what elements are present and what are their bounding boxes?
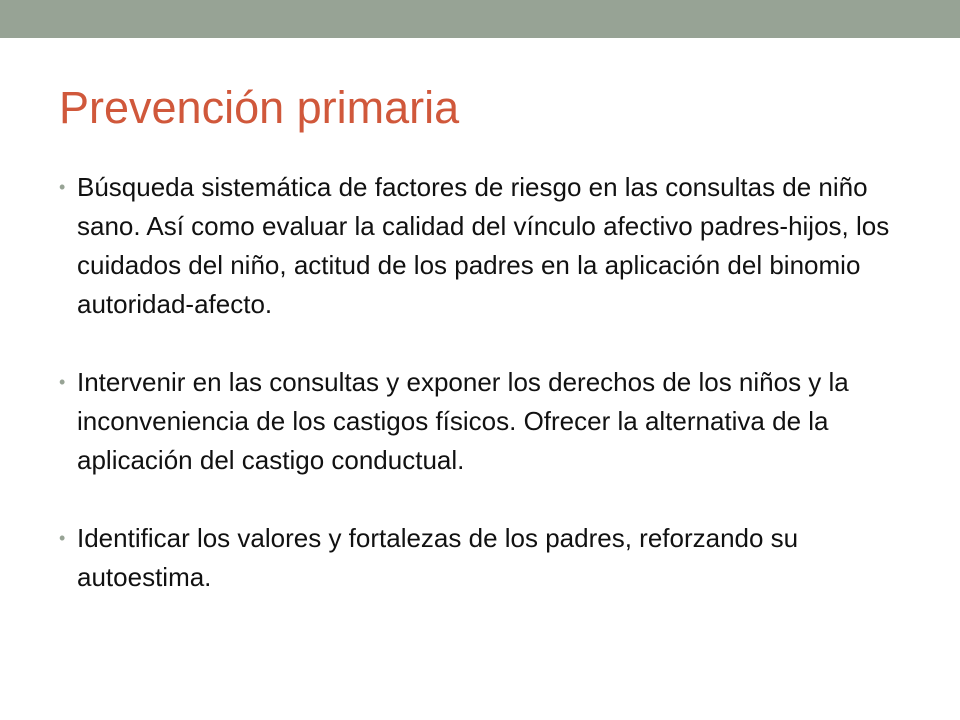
bullet-item [59, 519, 909, 597]
bullet-dot-icon: • [59, 177, 66, 197]
bullet-text: Intervenir en las consultas y exponer los derechos de los niños y la inconveniencia de los castigos físicos. Ofrecer la alternativa de la aplicación del castigo conductual. [77, 367, 849, 475]
bullet-list [59, 168, 909, 597]
bullet-dot-icon: • [59, 372, 66, 392]
slide-title: Prevención primaria [59, 82, 460, 133]
bullet-text: Identificar los valores y fortalezas de los padres, reforzando su autoestima. [77, 523, 799, 592]
top-accent-bar [0, 0, 960, 38]
bullet-item [59, 363, 909, 480]
bullet-dot-icon: • [59, 528, 66, 548]
bullet-text: Búsqueda sistemática de factores de riesgo en las consultas de niño sano. Así como evaluar la calidad del vínculo afectivo padres-hijos, los cuidados del niño, actitud de los padres en la aplicación del binomio autoridad-afecto. [77, 172, 890, 319]
bullet-item [59, 168, 909, 324]
